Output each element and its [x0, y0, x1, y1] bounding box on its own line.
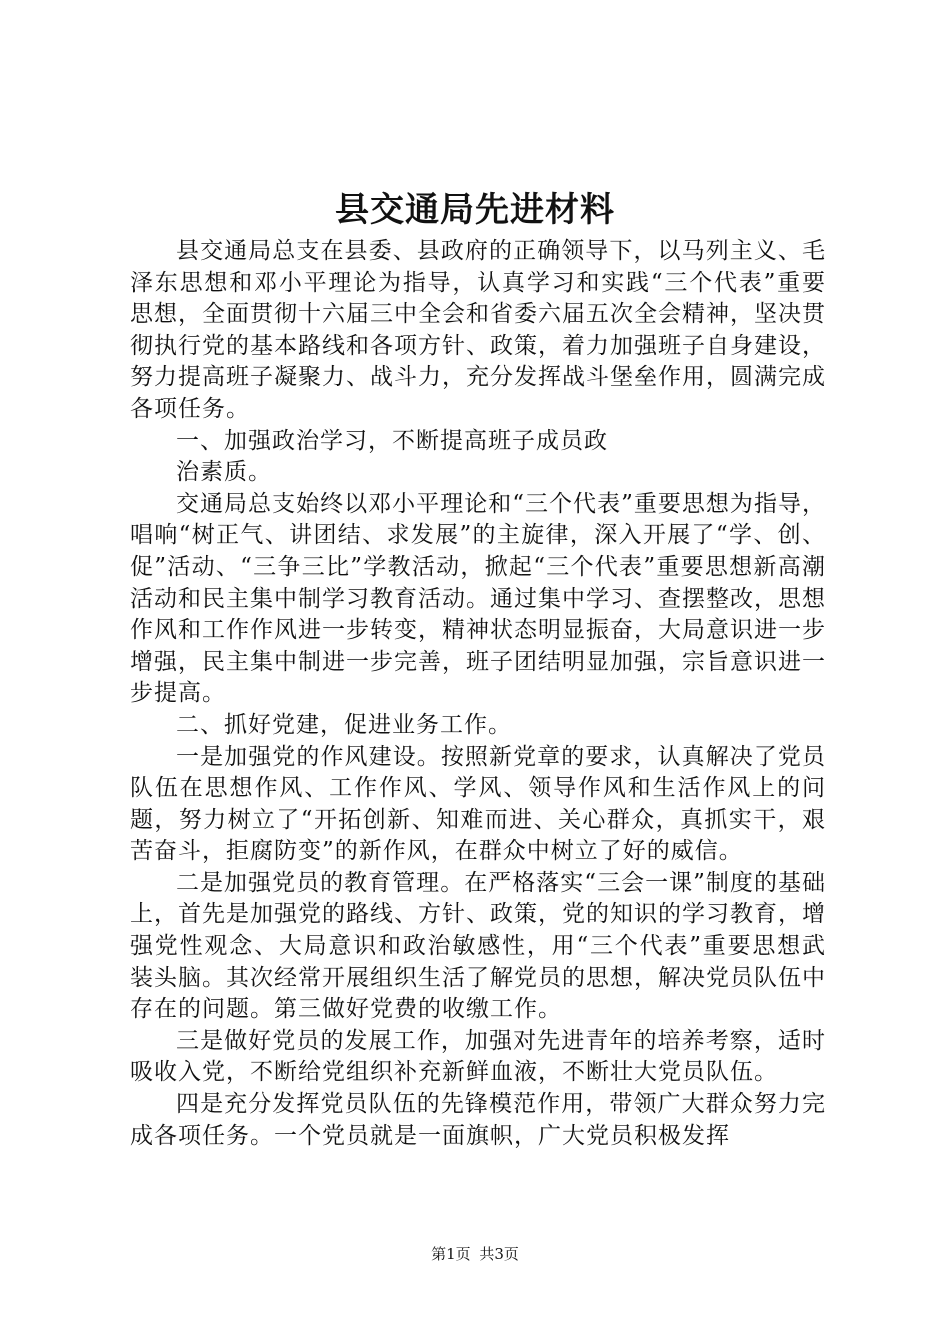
section-heading-1: 一、加强政治学习，不断提高班子成员政 [176, 427, 608, 454]
document-title: 县交通局先进材料 [335, 190, 615, 230]
paragraph-vanguard-role: 四是充分发挥党员队伍的先锋模范作用，带领广大群众努力完成各项任务。一个党员就是一面旗帜，广大党员积极发挥 [130, 1091, 826, 1149]
paragraph-member-development: 三是做好党员的发展工作，加强对先进青年的培养考察，适时吸收入党，不断给党组织补充新鲜血液，不断壮大党员队伍。 [130, 1027, 826, 1086]
paragraph-political-study: 交通局总支始终以邓小平理论和“三个代表”重要思想为指导，唱响“树正气、讲团结、求发展”的主旋律，深入开展了“学、创、促”活动、“三争三比”学教活动，掀起“三个代表”重要思想新高潮活动和民主集中制学习教育活动。通过集中学习、查摆整改，思想作风和工作作风进一步转变，精神状态明显振奋，大局意识进一步增强，民主集中制进一步完善，班子团结明显加强，宗旨意识进一步提高。 [130, 490, 826, 707]
document-body [130, 236, 826, 1152]
paragraph-member-education: 二是加强党员的教育管理。在严格落实“三会一课”制度的基础上，首先是加强党的路线、方针、政策，党的知识的学习教育，增强党性观念、大局意识和政治敏感性，用“三个代表”重要思想武装头脑。其次经常开展组织生活了解党员的思想，解决党员队伍中存在的问题。第三做好党费的收缴工作。 [130, 869, 826, 1023]
page-total: 共3页 [479, 1245, 519, 1263]
page-number: 第1页 [431, 1245, 471, 1263]
page-footer [0, 1244, 950, 1264]
paragraph-work-style: 一是加强党的作风建设。按照新党章的要求，认真解决了党员队伍在思想作风、工作作风、学风、领导作风和生活作风上的问题，努力树立了“开拓创新、知难而进、关心群众，真抓实干，艰苦奋斗，拒腐防变”的新作风，在群众中树立了好的威信。 [130, 743, 826, 865]
section-heading-2: 二、抓好党建，促进业务工作。 [176, 711, 512, 738]
paragraph-intro: 县交通局总支在县委、县政府的正确领导下，以马列主义、毛泽东思想和邓小平理论为指导，认真学习和实践“三个代表”重要思想，全面贯彻十六届三中全会和省委六届五次全会精神，坚决贯彻执行党的基本路线和各项方针、政策，着力加强班子自身建设，努力提高班子凝聚力、战斗力，充分发挥战斗堡垒作用，圆满完成各项任务。 [130, 238, 826, 422]
section-heading-1-continued: 治素质。 [176, 459, 272, 486]
